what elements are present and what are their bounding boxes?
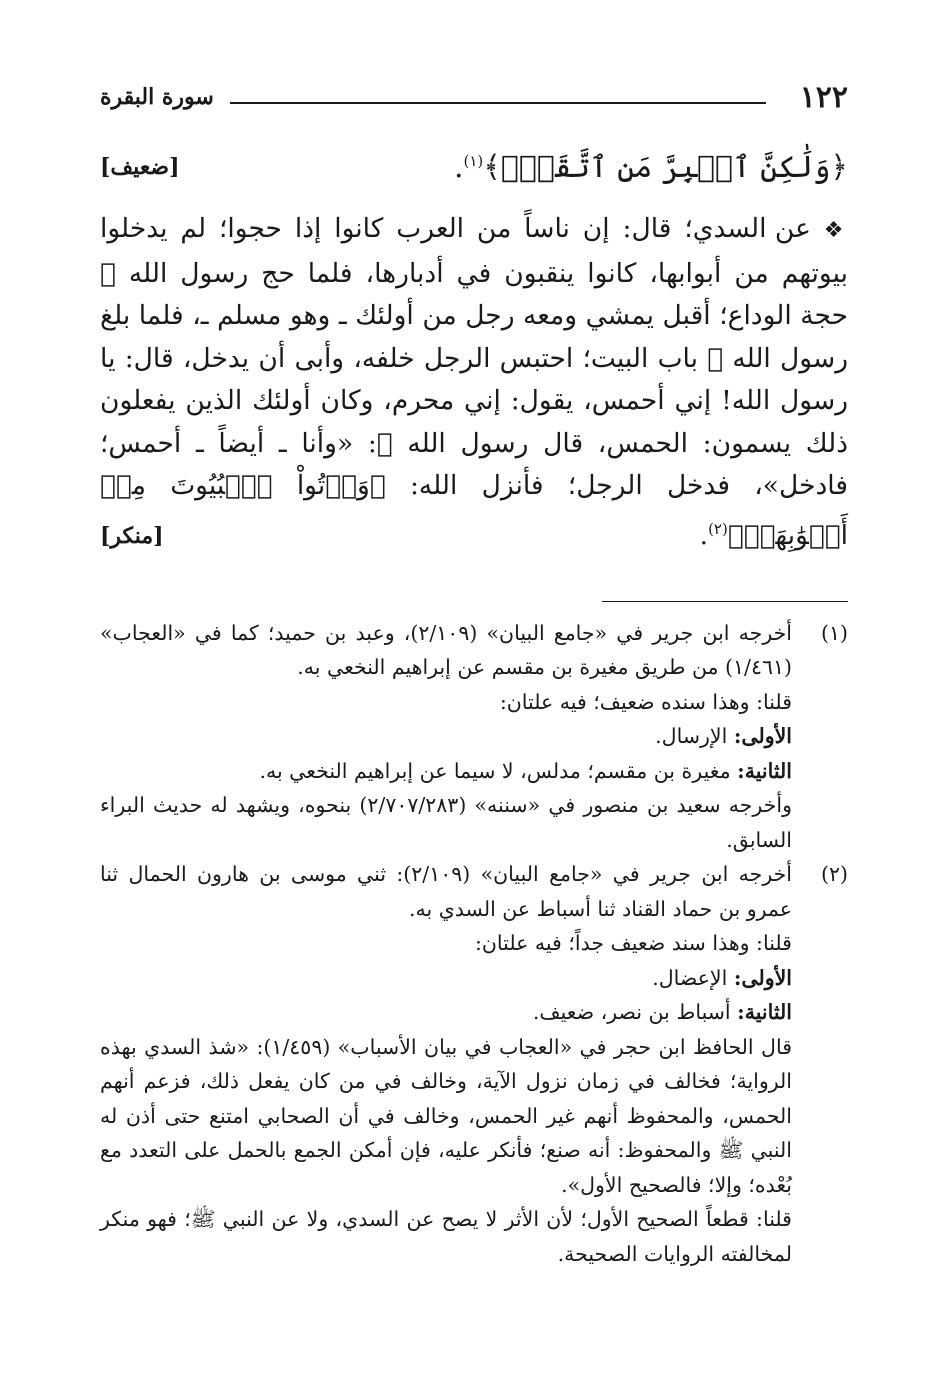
verse-grade: [ضعيف] (100, 154, 180, 180)
page-header (100, 80, 848, 124)
narration-grade: [منكر] (100, 522, 164, 549)
footnote-2 (100, 857, 848, 1271)
page-number: ١٢٢ (799, 80, 848, 115)
footnote-point-text: الإعضال. (652, 965, 728, 990)
book-page (100, 80, 848, 1271)
footnote-line: قال الحافظ ابن حجر في «العجاب في بيان الأسباب» (١/٤٥٩): «شذ السدي بهذه الرواية؛ فخالف في زمان نزول الآية، وخالف في من كان يفعل ذلك، فزعم أنهم الحمس، والمحفوظ أنهم غير الحمس، وخالف في أن الصحابي امتنع حتى أذن له النبي ﷺ والمحفوظ: أنه صنع؛ فأنكر عليه، فإن أمكن الجمع بالحمل على التعدد مع بُعْده؛ وإلا؛ فالصحيح الأول». (100, 1034, 792, 1197)
footnotes (100, 616, 848, 1272)
footnote-divider (602, 601, 848, 602)
footnote-line: أخرجه ابن جرير في «جامع البيان» (٢/١٠٩)، وعبد بن حميد؛ كما في «العجاب» (١/٤٦١) من طريق مغيرة بن مقسم عن إبراهيم النخعي به. (100, 620, 793, 680)
footnote-point-text: مغيرة بن مقسم؛ مدلس، لا سيما عن إبراهيم النخعي به. (259, 758, 731, 783)
verse-footnote-ref: (١) (463, 152, 484, 170)
footnote-point (100, 995, 792, 1030)
footnote-point (100, 961, 792, 996)
verse-end: . (453, 150, 464, 185)
narration-end: . (699, 519, 709, 551)
footnote-line: أخرجه ابن جرير في «جامع البيان» (٢/١٠٩): ثني موسى بن هارون الحمال ثنا عمرو بن حماد القناد ثنا أسباط عن السدي به. (100, 862, 793, 921)
verse-wrapper (454, 150, 848, 185)
footnote-point-text: أسباط بن نصر، ضعيف. (532, 1000, 731, 1025)
footnote-1 (100, 616, 848, 858)
footnote-line: قلنا: وهذا سند ضعيف جداً؛ فيه علتان: (474, 931, 792, 956)
footnote-point (100, 754, 792, 789)
footnote-line: قلنا: قطعاً الصحيح الأول؛ لأن الأثر لا يصح عن السدي، ولا عن النبي ﷺ؛ فهو منكر لمخالفته الروايات الصحيحة. (100, 1207, 792, 1266)
footnote-body (100, 857, 792, 1271)
footnote-label: الثانية: (737, 758, 792, 783)
narration (100, 208, 848, 557)
footnote-label: الأولى: (733, 724, 792, 749)
footnote-line: قلنا: وهذا سنده ضعيف؛ فيه علتان: (499, 689, 792, 714)
narration-text: عن السدي؛ قال: إن ناساً من العرب كانوا إذا حجوا؛ لم يدخلوا بيوتهم من أبوابها، كانوا ينقبون في أدبارها، فلما حج رسول الله ﷺ حجة الوداع؛ أقبل يمشي ومعه رجل من أولئك ـ وهو مسلم ـ، فلما بلغ رسول الله ﷺ باب البيت؛ احتبس الرجل خلفه، وأبى أن يدخل، قال: يا رسول الله! إني أحمس، يقول: إني محرم، وكان أولئك الذين يفعلون ذلك يسمون: الحمس، قال رسول الله ﷺ: «وأنا ـ أيضاً ـ أحمس؛ فادخل»، فدخل الرجل؛ فأنزل الله: ﴿وَأۡتُواْ ٱلۡبُيُوتَ مِنۡ أَبۡوَٰبِهَاۚ﴾ (100, 213, 848, 551)
header-rule (230, 102, 766, 104)
footnote-line: وأخرجه سعيد بن منصور في «سننه» (٢/٧٠٧/٢٨٣) بنحوه، ويشهد له حديث البراء السابق. (100, 793, 792, 852)
footnote-body (100, 616, 792, 858)
footnote-label: الأولى: (733, 965, 792, 990)
surah-name: سورة البقرة (100, 84, 214, 110)
footnote-number: (٢) (820, 862, 848, 887)
footnote-point (100, 719, 792, 754)
verse-line (100, 150, 848, 196)
footnote-label: الثانية: (737, 1000, 792, 1025)
star-icon: ❖ (823, 218, 848, 243)
narration-footnote-ref: (٢) (708, 519, 728, 538)
verse-text: ﴿وَلَٰكِنَّ ٱلۡبِرَّ مَنِ ٱتَّقَىٰۗ﴾ (483, 150, 848, 185)
footnote-number: (١) (820, 620, 848, 645)
footnote-point-text: الإرسال. (655, 724, 728, 749)
